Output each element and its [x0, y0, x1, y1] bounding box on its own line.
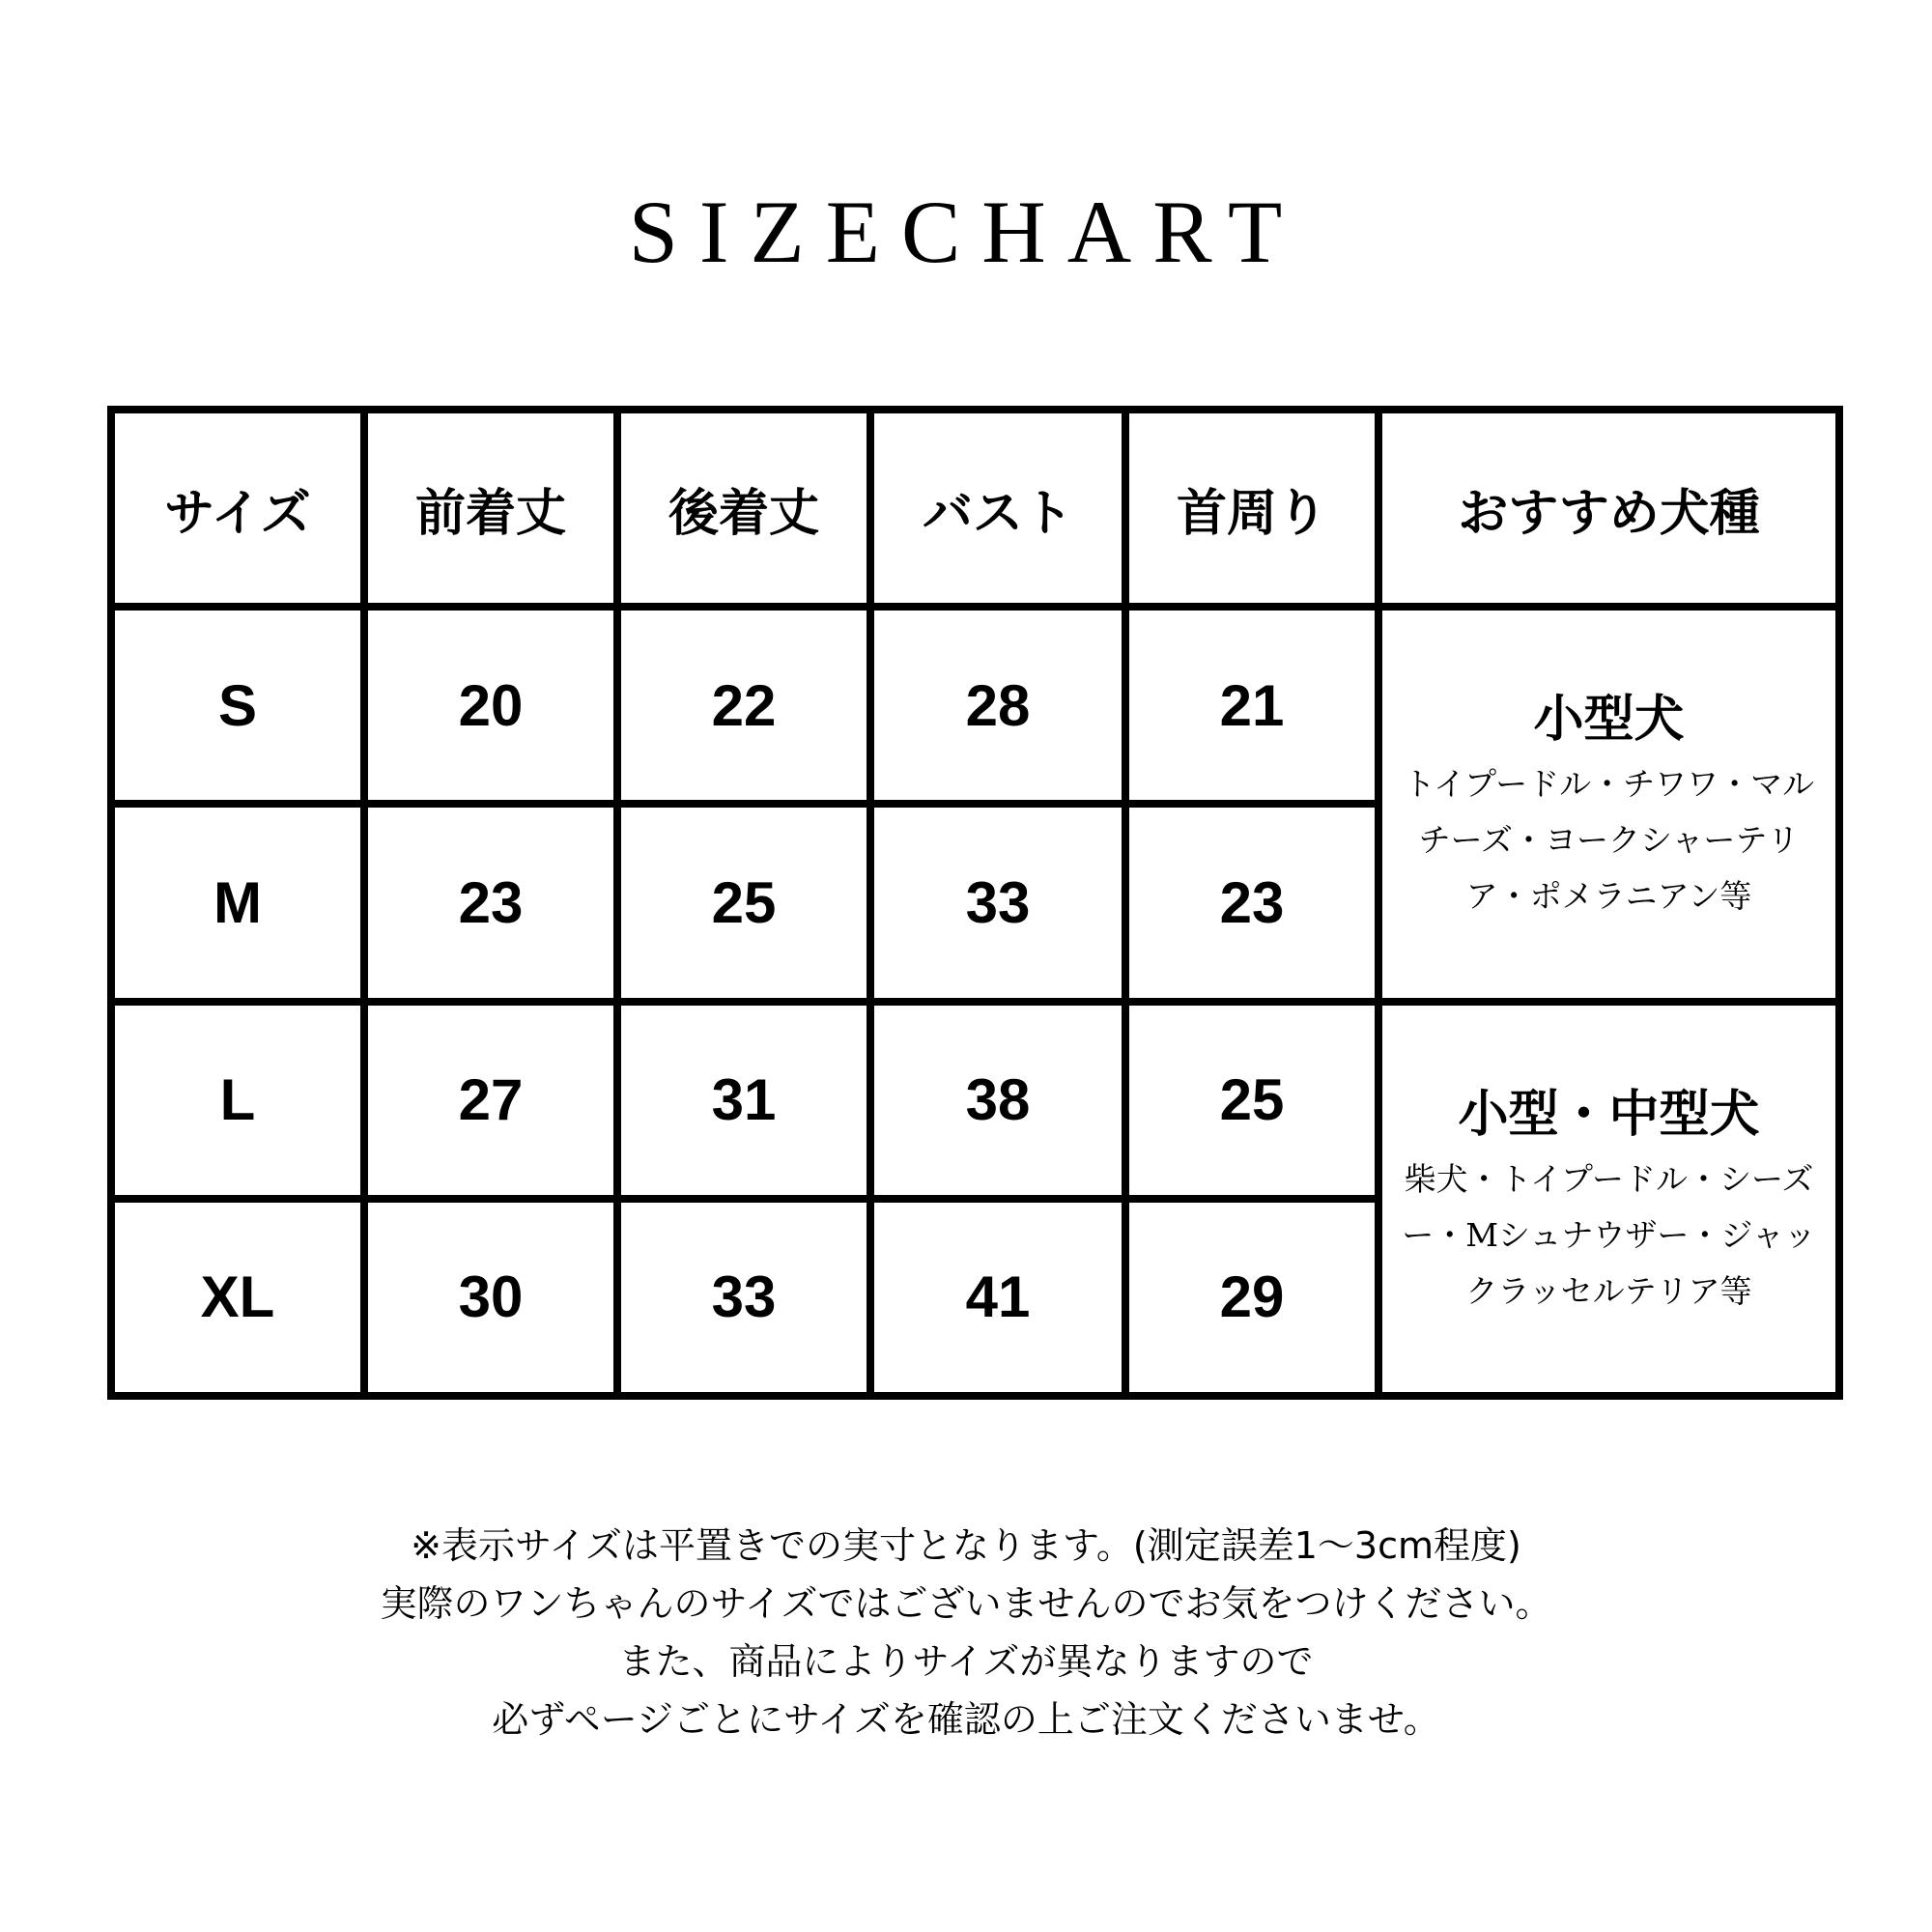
cell-front-length: 27: [364, 1002, 617, 1199]
cell-back-length: 33: [617, 1199, 870, 1396]
cell-size: XL: [111, 1199, 364, 1396]
cell-back-length: 22: [617, 607, 870, 804]
cell-bust: 33: [870, 804, 1125, 1001]
table-header-row: [111, 410, 1839, 607]
cell-neck: 23: [1125, 804, 1378, 1001]
cell-neck: 29: [1125, 1199, 1378, 1396]
table-row: [111, 607, 1839, 804]
cell-back-length: 25: [617, 804, 870, 1001]
cell-neck: 21: [1125, 607, 1378, 804]
breed-cell-small-medium: [1378, 1002, 1839, 1397]
header-size: サイズ: [111, 410, 364, 607]
breed-list: トイプードル・チワワ・マルチーズ・ヨークシャーテリア・ポメラニアン等: [1403, 765, 1815, 916]
header-neck: 首周り: [1125, 410, 1378, 607]
note-line: 実際のワンちゃんのサイズではございませんのでお気をつけください。: [380, 1582, 1552, 1625]
note-line: また、商品によりサイズが異なりますので: [618, 1640, 1314, 1683]
breed-title: 小型・中型犬: [1458, 1085, 1760, 1144]
header-front-length: 前着丈: [364, 410, 617, 607]
cell-neck: 25: [1125, 1002, 1378, 1199]
page-title: SIZECHART: [628, 183, 1304, 281]
header-recommended-breed: おすすめ犬種: [1378, 410, 1839, 607]
size-chart-table: [107, 406, 1843, 1400]
cell-front-length: 23: [364, 804, 617, 1001]
header-bust: バスト: [870, 410, 1125, 607]
note-line: ※表示サイズは平置きでの実寸となります。(測定誤差1〜3cm程度): [411, 1524, 1521, 1567]
cell-back-length: 31: [617, 1002, 870, 1199]
note-line: 必ずページごとにサイズを確認の上ご注文くださいませ。: [492, 1698, 1440, 1741]
cell-bust: 41: [870, 1199, 1125, 1396]
cell-size: L: [111, 1002, 364, 1199]
breed-title: 小型犬: [1533, 691, 1685, 750]
table-row: [111, 1002, 1839, 1199]
notes: [0, 1517, 1932, 1748]
cell-bust: 28: [870, 607, 1125, 804]
header-back-length: 後着丈: [617, 410, 870, 607]
cell-size: M: [111, 804, 364, 1001]
cell-front-length: 30: [364, 1199, 617, 1396]
cell-front-length: 20: [364, 607, 617, 804]
breed-list: 柴犬・トイプードル・シーズー・Mシュナウザー・ジャックラッセルテリア等: [1402, 1159, 1816, 1310]
breed-cell-small: [1378, 607, 1839, 1002]
cell-size: S: [111, 607, 364, 804]
cell-bust: 38: [870, 1002, 1125, 1199]
